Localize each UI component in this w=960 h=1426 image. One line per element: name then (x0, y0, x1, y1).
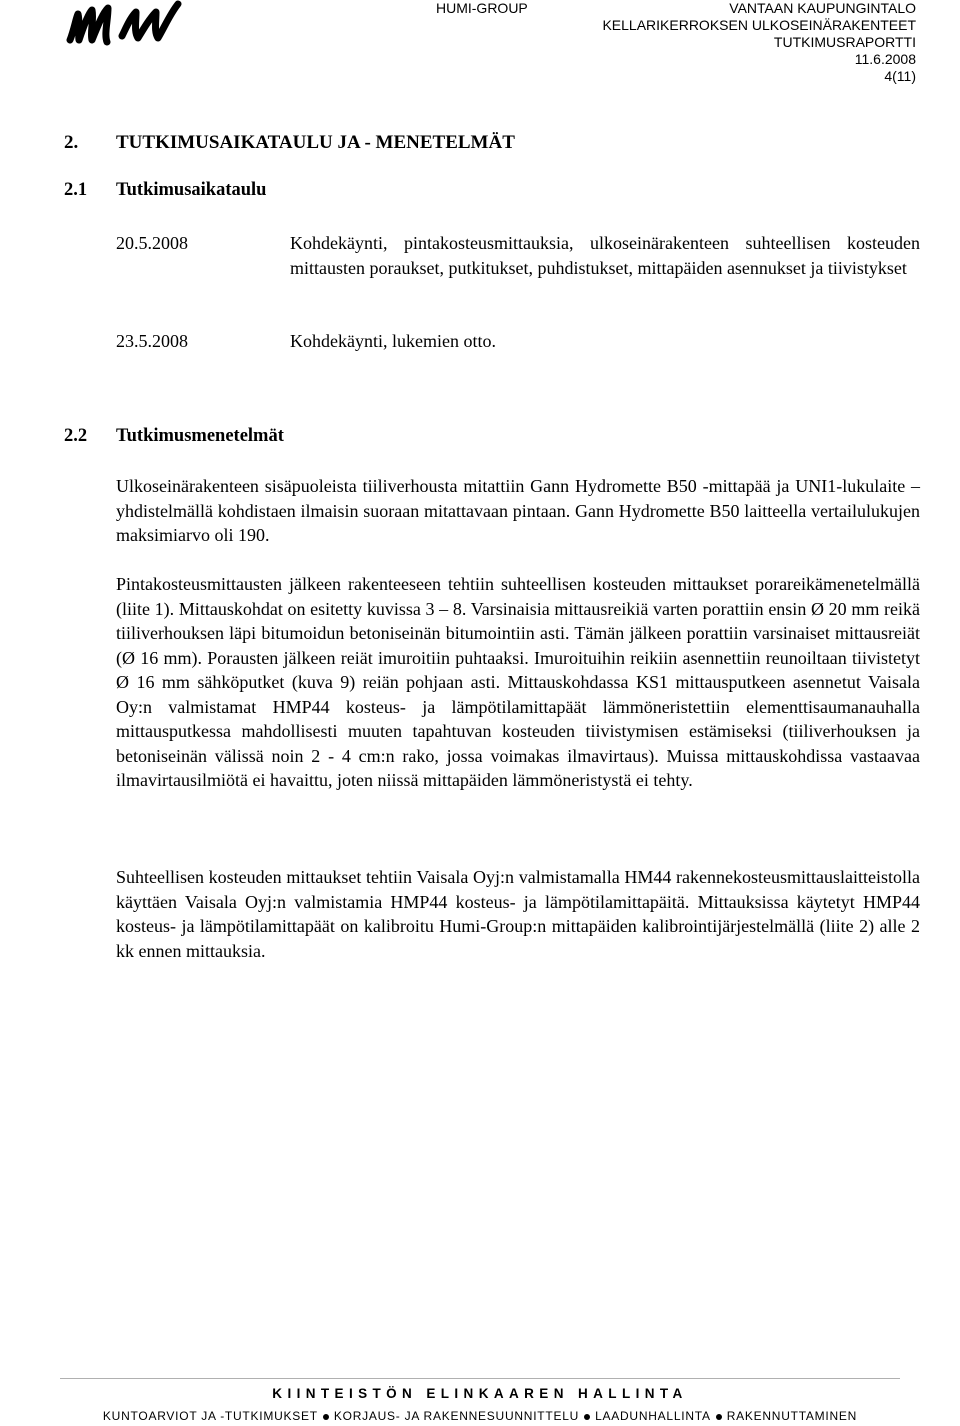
schedule-date: 23.5.2008 (116, 331, 188, 351)
section-title: Tutkimusaikataulu (116, 180, 267, 200)
footer-service: LAADUNHALLINTA (595, 1409, 711, 1423)
section-number: 2.1 (64, 180, 88, 200)
section-title: Tutkimusmenetelmät (116, 426, 284, 446)
schedule-description: Kohdekäynti, pintakosteusmittauksia, ulkoseinärakenteen suhteellisen kosteuden mittausten poraukset, putkitukset, puhdistukset, mittapäiden asennukset ja tiivistykset (290, 233, 920, 278)
bullet-icon (716, 1414, 722, 1420)
section-number: 2. (64, 132, 79, 153)
humi-group-logo (66, 0, 184, 48)
schedule-date: 20.5.2008 (116, 233, 188, 253)
header-subject: KELLARIKERROKSEN ULKOSEINÄRAKENTEET (602, 17, 916, 33)
company-name: HUMI-GROUP (436, 0, 528, 16)
header-date: 11.6.2008 (854, 51, 916, 67)
body-paragraph: Suhteellisen kosteuden mittaukset tehtiin Vaisala Oyj:n valmistamalla HM44 rakennekosteusmittauslaitteistolla käyttäen Vaisala Oyj:n valmistamia HMP44 kosteus- ja lämpötilamittapäitä. Mittauksissa käytetyt HMP44 kosteus- ja lämpötilamittapäät on kalibroitu Humi-Group:n mittapäiden kalibrointijärjestelmällä (liite 2) alle 2 kk ennen mittauksia. (116, 867, 920, 961)
header-doc-type: TUTKIMUSRAPORTTI (773, 34, 916, 50)
header-page-number: 4(11) (884, 68, 916, 84)
body-paragraph: Ulkoseinärakenteen sisäpuoleista tiiliverhousta mitattiin Gann Hydromette B50 -mittapää ja UNI1-lukulaite –yhdistelmällä kohdistaen ilmaisin suoraan mitattavaan pintaan. Gann Hydromette B50 laitteella vertailulukujen maksimiarvo oli 190. (116, 476, 920, 545)
schedule-description: Kohdekäynti, lukemien otto. (290, 331, 496, 351)
footer-service: RAKENNUTTAMINEN (726, 1409, 858, 1423)
body-paragraph: Pintakosteusmittausten jälkeen rakenteeseen tehtiin suhteellisen kosteuden mittaukset porareikämenetelmällä (liite 1). Mittauskohdat on esitetty kuvissa 3 – 8. Varsinaisia mittausreikiä varten porattiin ensin Ø 20 mm reikä tiiliverhouksen läpi bitumoidun betoniseinän bitumointiin asti. Tämän jälkeen porattiin varsinaiset mittausreiät (Ø 16 mm). Porausten jälkeen reiät imuroitiin puhtaaksi. Imuroituihin reikiin asennettiin reunoiltaan tiivistetyt Ø 16 mm sähköputket (kuva 9) reiän pohjaan asti. Mittauskohdassa KS1 mittausputkeen asennetut Vaisala Oy:n valmistamat HMP44 kosteus- ja lämpötilamittapäät lämmöneristettiin elementtisaumanauhalla mittausputkessa mahdollisesti muuten tapahtuvan kosteuden tiivistymisen estämiseksi (tiiliverhouksen ja betoniseinän välissä noin 2 - 4 cm:n rako, jossa voimakas ilmavirtaus). Muissa mittauskohdissa vastaavaa ilmavirtausilmiötä ei havaittu, joten niissä mittapäiden lämmöneristystä ei tehty. (116, 574, 920, 790)
section-number: 2.2 (64, 426, 88, 446)
document-header (602, 0, 916, 85)
footer-services (0, 1409, 960, 1423)
footer-divider (60, 1378, 900, 1379)
section-title: TUTKIMUSAIKATAULU JA - MENETELMÄT (116, 132, 515, 153)
bullet-icon (584, 1414, 590, 1420)
bullet-icon (323, 1414, 329, 1420)
header-building: VANTAAN KAUPUNGINTALO (729, 0, 916, 16)
footer-service: KUNTOARVIOT JA -TUTKIMUKSET (102, 1409, 318, 1423)
footer-service: KORJAUS- JA RAKENNESUUNNITTELU (333, 1409, 580, 1423)
footer-tagline: KIINTEISTÖN ELINKAAREN HALLINTA (272, 1386, 688, 1401)
